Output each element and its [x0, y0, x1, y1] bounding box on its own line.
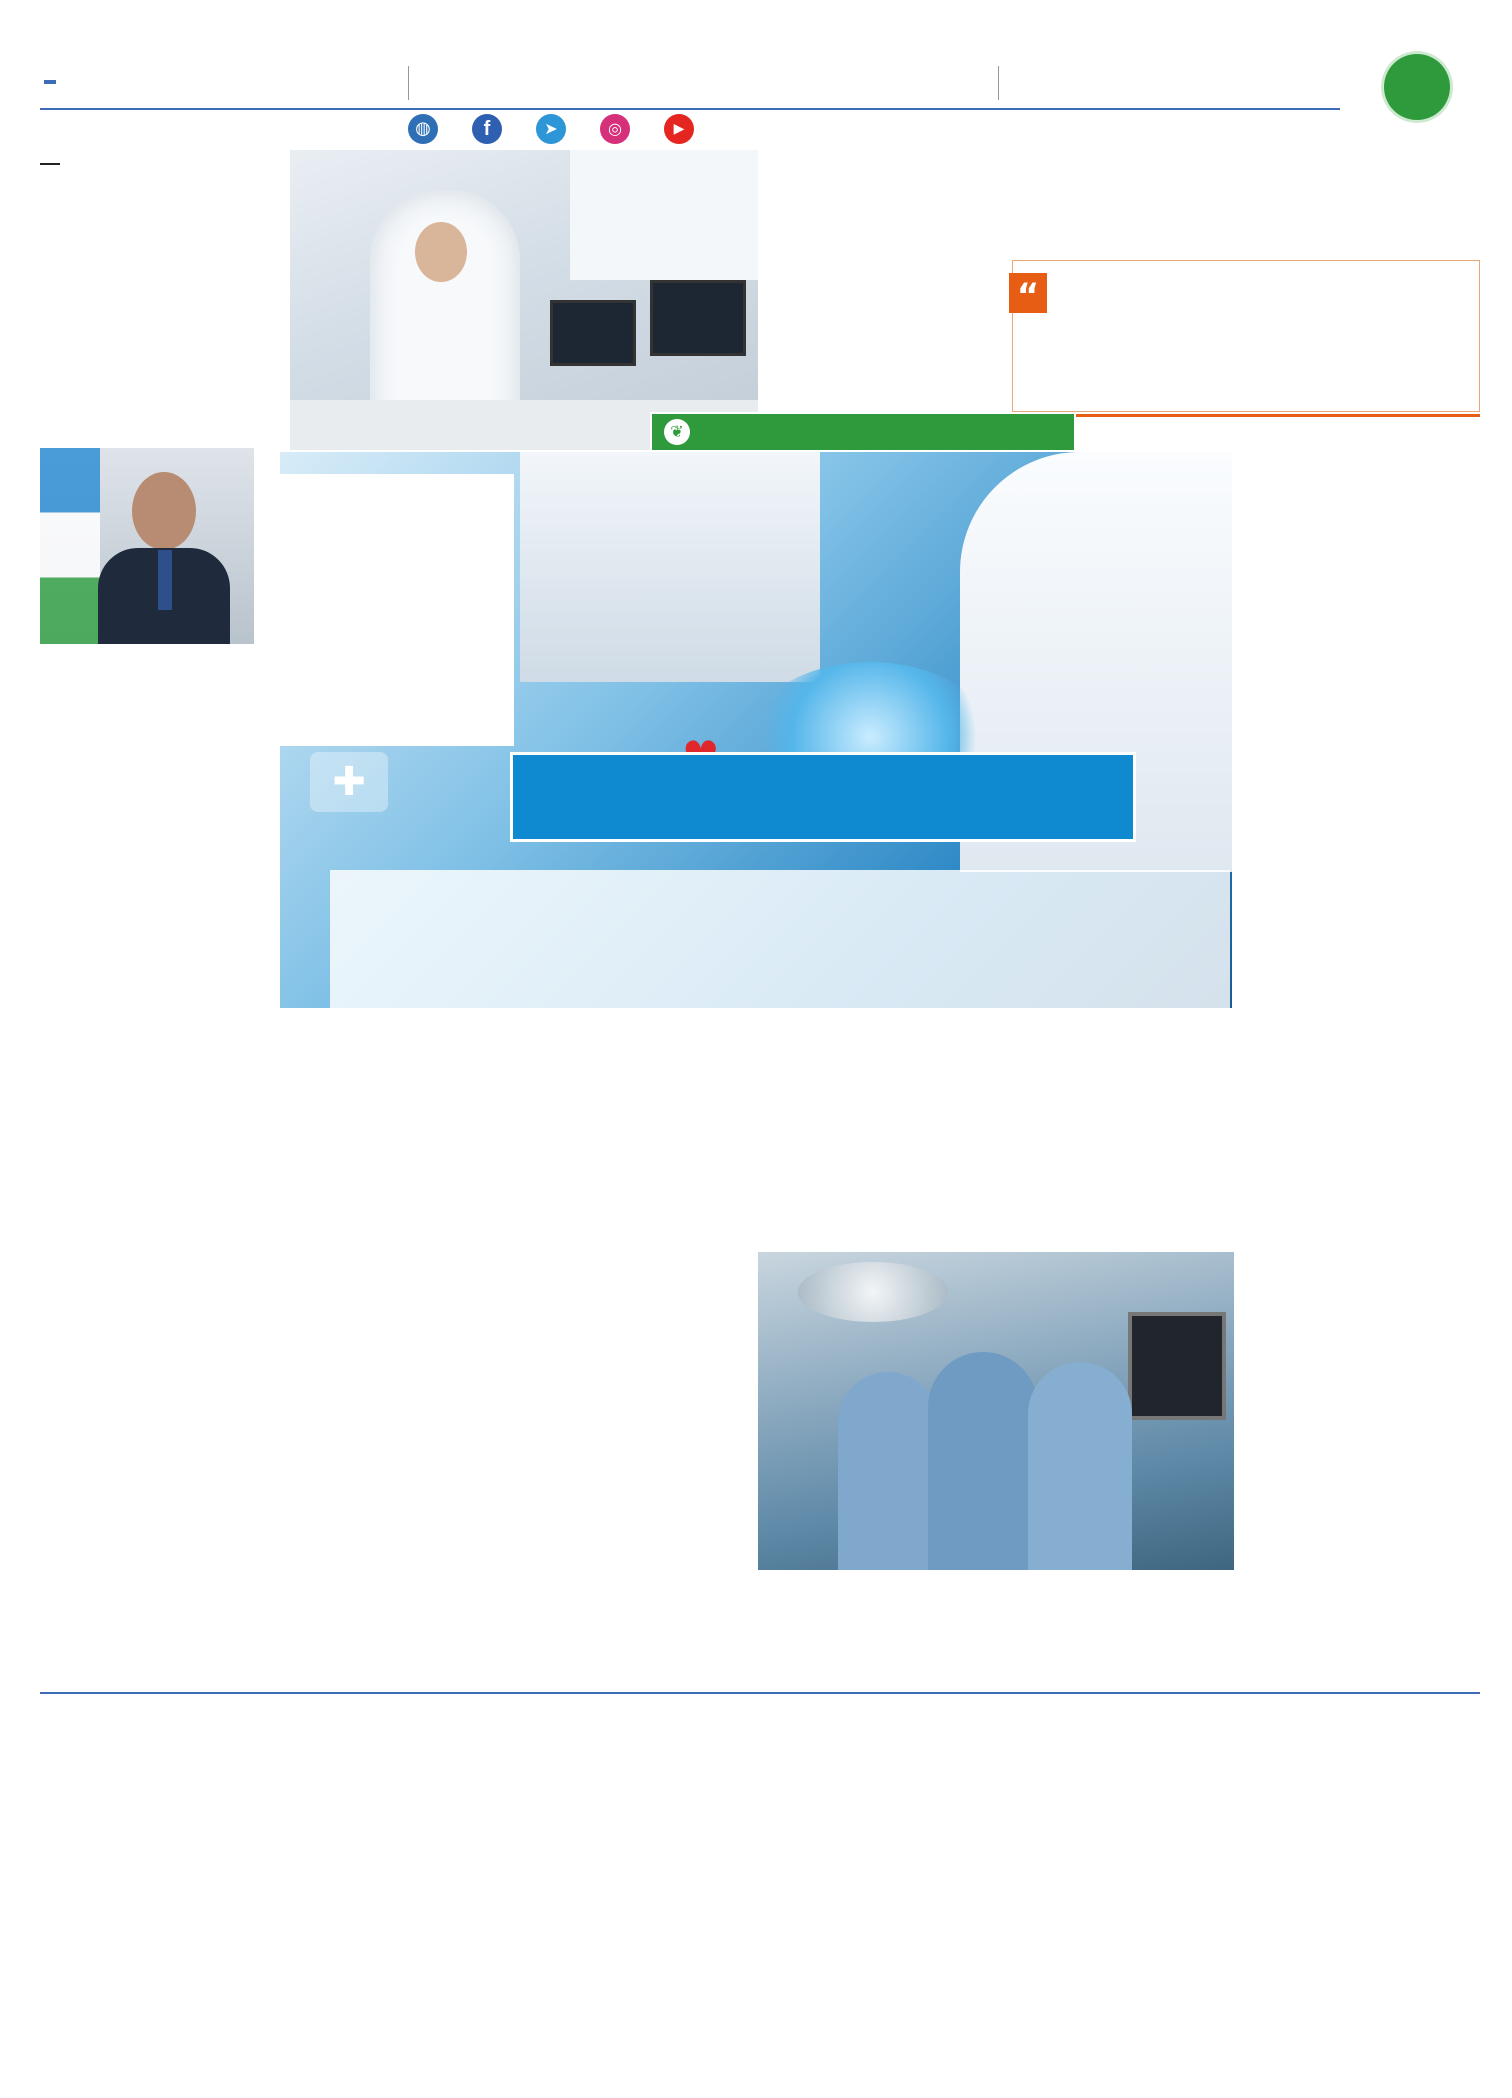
- flag-stripe: [40, 448, 100, 644]
- illustration-room: [520, 452, 820, 682]
- social-item-instagram[interactable]: [600, 114, 638, 144]
- social-item-telegram[interactable]: [536, 114, 574, 144]
- surgeon-2: [928, 1352, 1038, 1570]
- continued-rule: [40, 163, 60, 165]
- masthead-divider-right: [998, 66, 999, 100]
- article1-col2: [280, 474, 514, 746]
- article1-bottom-col2: [280, 1012, 506, 2058]
- article1-col5-top: [1252, 168, 1478, 248]
- or-monitor: [1128, 1312, 1226, 1420]
- masthead-title-left: [44, 80, 56, 84]
- surgeon-1: [838, 1372, 938, 1570]
- section-separator: [40, 1692, 1480, 1694]
- pullquote-box: [1012, 260, 1480, 412]
- article1-bottom-col4: [758, 1012, 984, 1244]
- operating-room-photo: [758, 1252, 1234, 1570]
- masthead-rule: [40, 108, 1340, 110]
- globe-icon: ◍: [408, 114, 438, 144]
- lab-monitor-2: [650, 280, 746, 356]
- facebook-icon: f: [472, 114, 502, 144]
- lab-monitor-1: [550, 300, 636, 366]
- surgeon-3: [1028, 1362, 1132, 1570]
- headline-box: [510, 752, 1136, 842]
- article1-bottom-col5b: [998, 1576, 1234, 2058]
- medical-cross-icon: ✚: [310, 752, 388, 812]
- page-number-badge: [1384, 54, 1450, 120]
- social-item-web[interactable]: [408, 114, 446, 144]
- social-item-facebook[interactable]: [472, 114, 510, 144]
- lab-photo: [290, 150, 758, 450]
- portrait-tie: [158, 550, 172, 610]
- or-lamp: [798, 1262, 948, 1322]
- leaf-icon: ❦: [664, 419, 690, 445]
- instagram-icon: ◎: [600, 114, 630, 144]
- article1-col4-top: [1000, 168, 1236, 248]
- telegram-icon: ➤: [536, 114, 566, 144]
- lab-window: [570, 150, 758, 280]
- masthead: [38, 58, 1478, 120]
- masthead-divider-left: [408, 66, 409, 100]
- rubric-banner: [650, 412, 1076, 452]
- article1-bottom-col4b: [758, 1576, 984, 2058]
- article1-bottom-col3: [518, 1012, 744, 2058]
- article1-col1-bottom: [40, 730, 258, 2058]
- article1-col3-top: [764, 168, 986, 412]
- article1-right-column: [1252, 430, 1478, 2058]
- social-bar: [408, 112, 1238, 146]
- article1-col1-top: [40, 182, 258, 444]
- portrait-head: [132, 472, 196, 550]
- subhead-panel: [330, 870, 1230, 1008]
- author-photo: [40, 448, 254, 644]
- social-item-youtube[interactable]: [664, 114, 702, 144]
- quote-icon: “: [1009, 273, 1047, 313]
- masthead-logo: [44, 64, 62, 100]
- article1-bottom-col5: [998, 1012, 1234, 1244]
- lab-doctor-face: [415, 222, 467, 282]
- youtube-icon: ▶: [664, 114, 694, 144]
